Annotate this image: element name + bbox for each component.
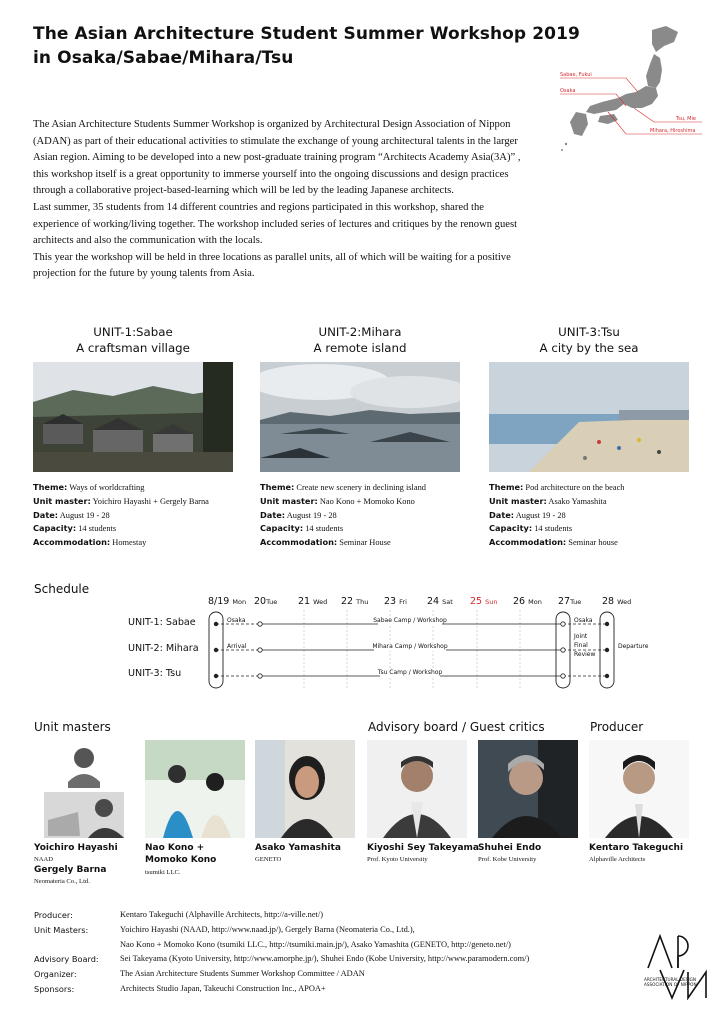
intro-paragraph-3: This year the workshop will be held in three locations as parallel units, all of which will be waiting for a positive projection for the future by young talents from Asia. [33,251,511,280]
unit-3-card [489,324,689,548]
unit-2-capacity: 14 students [305,524,344,534]
master-label: Unit master: [33,495,91,506]
unit-2-photo [260,362,460,472]
note-joint: Joint [574,633,588,640]
unit-2-card [260,324,460,548]
logo-line-1: ARCHITECTURAL DESIGN [644,977,697,982]
master-label: Unit master: [489,495,547,506]
person-name-takeguchi: Kentaro Takeguchi [589,843,684,853]
advisory-heading: Advisory board / Guest critics [368,720,545,734]
unit-2-master: Nao Kono + Momoko Kono [319,496,415,506]
date-label: Date: [489,509,515,520]
photo-endo [478,740,578,838]
unit-1-subtitle: A craftsman village [76,341,190,355]
title-line-1: The Asian Architecture Student Summer Workshop 2019 [33,24,580,44]
schedule-heading: Schedule [34,582,90,596]
photo-takeguchi [589,740,689,838]
date-label: Date: [33,509,59,520]
credit-sponsors [34,982,634,997]
capacity-label: Capacity: [260,523,304,534]
schedule-day-6: 25 Sun [470,596,498,607]
schedule-day-2: 21 Wed [298,596,328,607]
credit-advisory [34,952,634,967]
person-name-takeyama: Kiyoshi Sey Takeyama [367,843,479,853]
intro-paragraph-2: Last summer, 35 students from 14 different countries and regions participated in this workshop, shared the experience of working/living together. The workshop included series of lectures and critiques by the renown guest architects and also the communication with the locals. [33,201,518,247]
schedule-day-9: 28 Wed [602,596,632,607]
unit-1-info [33,481,253,550]
note-end-osaka: Osaka [574,617,593,624]
person-aff-kono: tsumiki LLC. [145,869,181,876]
photo-kono [145,740,245,838]
unit-1-capacity: 14 students [78,524,117,534]
credit-key: Producer: [34,910,73,920]
schedule-day-3: 22 Thu [341,596,369,607]
unit-1-theme: Ways of worldcrafting [69,483,145,492]
unit-3-photo [489,362,689,472]
unit-2-accommodation: Seminar House [339,538,391,548]
schedule-day-7: 26 Mon [513,596,542,607]
map-label-sabae: Sabae, Fukui [560,72,592,78]
theme-label: Theme: [33,482,68,492]
credit-key-empty [34,938,120,953]
unit-3-heading: UNIT-3:Tsu [558,325,620,339]
credit-value: Kentaro Takeguchi (Alphaville Architects, http://a-ville.net/) [120,910,323,919]
person-name-hayashi: Yoichiro Hayashi [34,843,118,853]
person-name-nao-kono: Nao Kono + [145,843,205,853]
person-aff-barna: Neomateria Co., Ltd. [34,878,90,885]
credit-value: Sei Takeyama (Kyoto University, http://www.amorphe.jp/), Shuhei Endo (Kobe University, http://www.paramodern.com/) [120,954,530,964]
unit-1-master: Yoichiro Hayashi + Gergely Barna [92,496,209,506]
capacity-label: Capacity: [33,523,77,534]
person-aff-yamashita: GENETO [255,856,282,863]
schedule-row-unit-1: UNIT-1: Sabae [128,617,196,628]
unit-1-photo [33,362,233,472]
unit-1-heading: UNIT-1:Sabae [93,325,173,339]
japan-map [556,24,706,154]
camp-label-unit-3: Tsu Camp / Workshop [377,669,443,676]
credit-value: Yoichiro Hayashi (NAAD, http://www.naad.jp/), Gergely Barna (Neomateria Co., Ltd.), [120,924,415,934]
accommodation-label: Accommodation: [260,537,338,548]
unit-2-heading: UNIT-2:Mihara [318,325,402,339]
adan-logo-text [644,977,714,987]
capacity-label: Capacity: [489,523,533,534]
logo-line-2: ASSOCIATION OF NIPPON [644,982,697,987]
unit-1-card [33,324,233,548]
person-name-yamashita: Asako Yamashita [255,843,341,853]
person-aff-hayashi: NAAD [34,856,54,863]
unit-2-date: August 19 - 28 [286,510,337,520]
schedule-day-0: 8/19 Mon [208,596,247,607]
unit-3-accommodation: Seminar house [568,538,618,548]
credit-value: Nao Kono + Momoko Kono (tsumiki LLC., http://tsumiki.main.jp/), Asako Yamashita (GENETO, http://geneto.net/) [120,939,511,949]
unit-2-info [260,481,480,550]
accommodation-label: Accommodation: [33,537,111,548]
person-aff-endo: Prof. Kobe University [478,856,537,863]
credit-value: Architects Studio Japan, Takeuchi Construction Inc., APOA+ [120,983,326,993]
credit-key: Advisory Board: [34,954,99,965]
schedule-day-1: 20Tue [254,596,278,607]
schedule-day-4: 23 Fri [384,596,407,607]
unit-2-subtitle: A remote island [313,341,407,355]
schedule-day-5: 24 Sat [427,596,453,607]
note-departure: Departure [618,643,649,650]
adan-logo [644,930,708,1000]
credit-unit-masters [34,923,634,938]
note-final: Final [574,642,588,649]
credit-key: Unit Masters: [34,924,89,935]
intro-text [33,117,523,283]
credit-producer [34,908,634,923]
producer-heading: Producer [590,720,644,734]
credit-organizer [34,967,634,982]
schedule-row-unit-2: UNIT-2: Mihara [128,643,199,654]
photo-hayashi-barna [34,740,134,838]
person-name-momoko-kono: Momoko Kono [145,855,217,865]
unit-3-theme: Pod architecture on the beach [525,483,625,492]
person-aff-takeguchi: Alphaville Architects [589,856,646,863]
map-label-mihara: Mihara, Hiroshima [650,128,696,134]
unit-3-subtitle: A city by the sea [539,341,639,355]
unit-3-date: August 19 - 28 [515,510,566,520]
date-label: Date: [260,509,286,520]
note-arrival: Arrival [227,643,247,650]
unit-1-date: August 19 - 28 [59,510,110,520]
person-name-endo: Shuhei Endo [478,843,542,853]
credits-list [34,908,634,997]
person-aff-takeyama: Prof. Kyoto University [367,856,428,863]
theme-label: Theme: [260,482,295,492]
page-title [33,22,580,70]
unit-masters-heading: Unit masters [34,720,111,734]
photo-takeyama [367,740,467,838]
credit-unit-masters-cont [34,938,634,953]
unit-3-capacity: 14 students [534,524,573,534]
credit-key: Organizer: [34,969,77,980]
person-name-barna: Gergely Barna [34,865,107,875]
unit-3-info [489,481,709,550]
photo-yamashita [255,740,355,838]
schedule-timeline [0,600,724,700]
map-label-tsu: Tsu, Mie [676,116,696,122]
unit-3-master: Asako Yamashita [548,496,607,506]
theme-label: Theme: [489,482,524,492]
title-line-2: in Osaka/Sabae/Mihara/Tsu [33,48,294,68]
camp-label-unit-1: Sabae Camp / Workshop [373,617,447,624]
camp-label-unit-2: Mihara Camp / Workshop [372,643,448,650]
master-label: Unit master: [260,495,318,506]
credit-value: The Asian Architecture Students Summer Workshop Committee / ADAN [120,969,365,979]
schedule-day-8: 27Tue [558,596,582,607]
map-label-osaka: Osaka [560,88,576,94]
intro-paragraph-1: The Asian Architecture Students Summer Workshop is organized by Architectural Design Association of Nippon (ADAN) as part of their educational activities to stimulate the exchange of young architectural talents in the larger Asian region. Aiming to be developed into a new post-graduate training program “Architects Academy Asia(3A)” , this workshop itself is a great opportunity to immerse yourself into the ongoing discussions and design practices through a collaborative project-based-learning which will be led by the leading Japanese architects. [33,119,521,197]
unit-1-accommodation: Homestay [112,538,147,548]
accommodation-label: Accommodation: [489,537,567,548]
schedule-row-unit-3: UNIT-3: Tsu [128,668,182,679]
unit-2-theme: Create new scenery in declining island [296,483,426,492]
note-review: Review [574,651,596,658]
credit-key: Sponsors: [34,983,75,994]
note-start-osaka: Osaka [227,617,246,624]
